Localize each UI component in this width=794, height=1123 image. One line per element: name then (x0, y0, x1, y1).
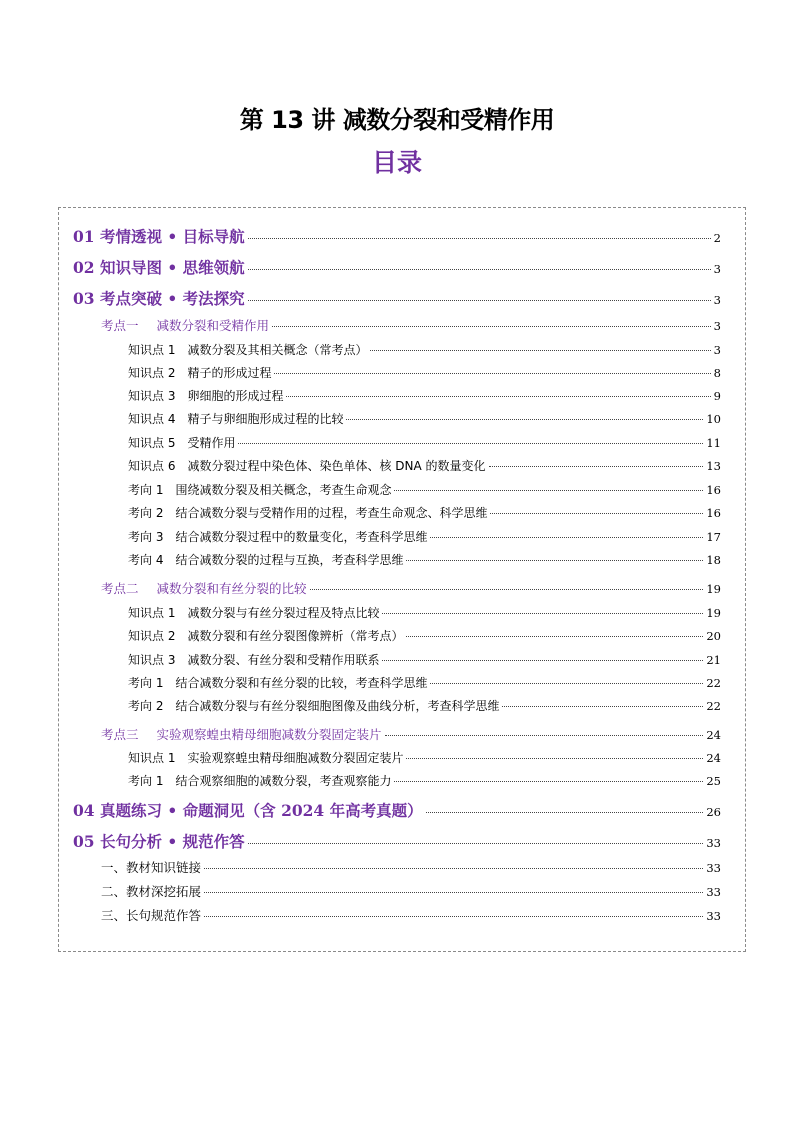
toc-page-number: 18 (706, 553, 721, 567)
toc-leader-dots (385, 735, 704, 736)
toc-page-number: 26 (706, 805, 721, 819)
toc-entry-text: 减数分裂、有丝分裂和受精作用联系 (187, 653, 380, 667)
toc-entry-label (128, 627, 403, 644)
toc-page-number: 16 (706, 506, 721, 520)
toc-entry-level3[interactable] (128, 749, 721, 766)
toc-leader-dots (426, 812, 704, 813)
toc-entry-text: 精子的形成过程 (187, 366, 272, 380)
toc-entry-label (128, 410, 343, 427)
toc-page-number: 33 (706, 836, 721, 850)
toc-page-number: 20 (706, 629, 721, 643)
toc-leader-dots (406, 758, 703, 759)
toc-entry-prefix: 考向 1 (128, 483, 164, 497)
toc-entry-text: 受精作用 (187, 436, 236, 450)
toc-page-number: 3 (713, 319, 721, 333)
toc-entry-label (101, 906, 201, 924)
toc-leader-dots (310, 589, 704, 590)
toc-entry-level3[interactable] (128, 457, 721, 474)
toc-entry-text: 05 长句分析 • 规范作答 (73, 832, 245, 851)
toc-leader-dots (272, 326, 711, 327)
toc-entry-label (128, 551, 403, 568)
toc-entry-prefix: 考点二 (101, 581, 139, 596)
toc-entry-prefix: 知识点 1 (128, 751, 176, 765)
toc-page-number: 22 (706, 699, 721, 713)
toc-heading: 目录 (371, 148, 422, 177)
toc-page-number: 19 (706, 582, 721, 596)
toc-entry-text: 减数分裂过程中染色体、染色单体、核 DNA 的数量变化 (187, 459, 486, 473)
toc-entry-level3[interactable] (128, 481, 721, 498)
toc-page-number: 11 (706, 436, 721, 450)
toc-entry-level1[interactable] (73, 287, 721, 309)
toc-entry-level3[interactable] (128, 651, 721, 668)
toc-entry-text: 减数分裂和有丝分裂图像辨析（常考点） (187, 629, 404, 643)
toc-leader-dots (370, 350, 710, 351)
toc-entry-text: 减数分裂及其相关概念（常考点） (187, 343, 368, 357)
toc-entry-prefix: 知识点 2 (128, 366, 176, 380)
toc-entry-level3[interactable] (128, 772, 721, 789)
toc-entry-text: 实验观察蝗虫精母细胞减数分裂固定装片 (187, 751, 404, 765)
toc-entry-text: 一、教材知识链接 (101, 860, 202, 875)
toc-leader-dots (346, 419, 703, 420)
toc-entry-prefix: 知识点 3 (128, 653, 176, 667)
toc-entry-label (128, 387, 283, 404)
toc-entry-label (101, 882, 201, 900)
toc-box (58, 207, 746, 952)
toc-entry-label (101, 316, 269, 334)
toc-entry-label (101, 725, 382, 743)
toc-entry-prefix: 考向 1 (128, 774, 164, 788)
toc-leader-dots (204, 916, 703, 917)
toc-entry-prefix: 考向 3 (128, 530, 164, 544)
toc-entry-label (128, 504, 487, 521)
toc-entry-label (73, 830, 245, 852)
toc-page-number: 22 (706, 676, 721, 690)
toc-entry-label (128, 364, 271, 381)
toc-leader-dots (490, 513, 703, 514)
toc-entry-level2[interactable] (101, 906, 721, 924)
toc-entry-text: 三、长句规范作答 (101, 908, 202, 923)
toc-page-number: 25 (706, 774, 721, 788)
toc-entry-level2[interactable] (101, 882, 721, 900)
toc-page-number: 19 (706, 606, 721, 620)
toc-entry-level3[interactable] (128, 341, 721, 358)
toc-page-number: 2 (713, 231, 721, 245)
toc-entry-label (101, 858, 201, 876)
toc-entry-prefix: 知识点 5 (128, 436, 176, 450)
toc-leader-dots (502, 706, 703, 707)
toc-entry-level3[interactable] (128, 551, 721, 568)
toc-entry-text: 围绕减数分裂及相关概念，考查生命观念 (175, 483, 392, 497)
toc-leader-dots (204, 868, 703, 869)
toc-leader-dots (430, 537, 703, 538)
toc-leader-dots (238, 443, 703, 444)
toc-list (59, 208, 745, 951)
toc-entry-level1[interactable] (73, 225, 721, 247)
toc-page-number: 9 (713, 389, 721, 403)
toc-entry-level3[interactable] (128, 604, 721, 621)
toc-entry-text: 减数分裂和受精作用 (156, 318, 270, 333)
toc-entry-level3[interactable] (128, 627, 721, 644)
toc-page-number: 16 (706, 483, 721, 497)
toc-page-number: 21 (706, 653, 721, 667)
toc-entry-text: 结合观察细胞的减数分裂，考查观察能力 (175, 774, 392, 788)
toc-entry-label (73, 225, 245, 247)
toc-entry-label (73, 287, 245, 309)
toc-leader-dots (248, 269, 711, 270)
toc-entry-label (128, 528, 427, 545)
toc-leader-dots (430, 683, 703, 684)
toc-entry-level3[interactable] (128, 528, 721, 545)
toc-entry-text: 减数分裂和有丝分裂的比较 (156, 581, 307, 596)
toc-entry-level3[interactable] (128, 410, 721, 427)
toc-page-number: 33 (706, 885, 721, 899)
toc-entry-prefix: 知识点 3 (128, 389, 176, 403)
toc-entry-level3[interactable] (128, 434, 721, 451)
toc-leader-dots (286, 396, 710, 397)
toc-entry-level2[interactable] (101, 725, 721, 743)
toc-entry-label (73, 799, 423, 821)
toc-leader-dots (394, 490, 703, 491)
toc-entry-text: 实验观察蝗虫精母细胞减数分裂固定装片 (156, 727, 382, 742)
toc-page-number: 3 (713, 262, 721, 276)
toc-entry-label (128, 697, 499, 714)
toc-entry-text: 结合减数分裂与有丝分裂细胞图像及曲线分析，考查科学思维 (175, 699, 500, 713)
toc-leader-dots (248, 300, 711, 301)
toc-entry-prefix: 知识点 1 (128, 606, 176, 620)
toc-page-number: 24 (706, 751, 721, 765)
toc-leader-dots (204, 892, 703, 893)
toc-page-number: 10 (706, 412, 721, 426)
toc-entry-text: 精子与卵细胞形成过程的比较 (187, 412, 344, 426)
toc-entry-prefix: 考向 4 (128, 553, 164, 567)
toc-entry-prefix: 考向 2 (128, 699, 164, 713)
toc-entry-text: 结合减数分裂和有丝分裂的比较，考查科学思维 (175, 676, 428, 690)
toc-entry-prefix: 知识点 1 (128, 343, 176, 357)
toc-entry-text: 04 真题练习 • 命题洞见（含 2024 年高考真题） (73, 801, 423, 820)
toc-leader-dots (248, 238, 711, 239)
toc-leader-dots (406, 636, 703, 637)
toc-entry-level3[interactable] (128, 364, 721, 381)
toc-leader-dots (489, 466, 704, 467)
toc-entry-text: 结合减数分裂的过程与互换，考查科学思维 (175, 553, 404, 567)
toc-entry-label (128, 651, 379, 668)
toc-page-number: 13 (706, 459, 721, 473)
toc-entry-label (101, 579, 307, 597)
toc-entry-prefix: 考向 2 (128, 506, 164, 520)
toc-entry-label (128, 457, 486, 474)
toc-entry-prefix: 知识点 6 (128, 459, 176, 473)
toc-entry-label (128, 604, 379, 621)
toc-entry-text: 结合减数分裂过程中的数量变化，考查科学思维 (175, 530, 428, 544)
toc-entry-label (128, 749, 403, 766)
toc-entry-prefix: 考点一 (101, 318, 139, 333)
toc-entry-level1[interactable] (73, 830, 721, 852)
toc-entry-label (128, 434, 235, 451)
toc-leader-dots (394, 781, 703, 782)
toc-entry-prefix: 考向 1 (128, 676, 164, 690)
toc-entry-level2[interactable] (101, 316, 721, 334)
toc-entry-label (128, 772, 391, 789)
toc-entry-label (128, 341, 367, 358)
toc-entry-level1[interactable] (73, 256, 721, 278)
toc-entry-label (73, 256, 245, 278)
toc-leader-dots (274, 373, 710, 374)
toc-entry-label (128, 674, 427, 691)
toc-entry-level3[interactable] (128, 697, 721, 714)
toc-entry-text: 结合减数分裂与受精作用的过程，考查生命观念、科学思维 (175, 506, 488, 520)
toc-leader-dots (382, 660, 703, 661)
toc-entry-text: 二、教材深挖拓展 (101, 884, 202, 899)
toc-entry-level3[interactable] (128, 504, 721, 521)
toc-page-number: 33 (706, 909, 721, 923)
toc-page-number: 8 (713, 366, 721, 380)
toc-leader-dots (248, 843, 704, 844)
toc-entry-label (128, 481, 391, 498)
toc-entry-prefix: 考点三 (101, 727, 139, 742)
toc-entry-level2[interactable] (101, 579, 721, 597)
toc-entry-prefix: 知识点 4 (128, 412, 176, 426)
toc-page-number: 33 (706, 861, 721, 875)
toc-leader-dots (406, 560, 703, 561)
toc-entry-text: 01 考情透视 • 目标导航 (73, 227, 245, 246)
toc-page-number: 3 (713, 343, 721, 357)
toc-page-number: 24 (706, 728, 721, 742)
toc-entry-text: 卵细胞的形成过程 (187, 389, 284, 403)
toc-entry-level3[interactable] (128, 387, 721, 404)
toc-entry-level3[interactable] (128, 674, 721, 691)
toc-leader-dots (382, 613, 703, 614)
toc-entry-text: 02 知识导图 • 思维领航 (73, 258, 245, 277)
toc-page-number: 17 (706, 530, 721, 544)
toc-entry-text: 减数分裂与有丝分裂过程及特点比较 (187, 606, 380, 620)
toc-entry-prefix: 知识点 2 (128, 629, 176, 643)
toc-entry-level2[interactable] (101, 858, 721, 876)
document-title: 第 13 讲 减数分裂和受精作用 (239, 106, 555, 134)
toc-page-number: 3 (713, 293, 721, 307)
toc-entry-text: 03 考点突破 • 考法探究 (73, 289, 245, 308)
toc-entry-level1[interactable] (73, 799, 721, 821)
